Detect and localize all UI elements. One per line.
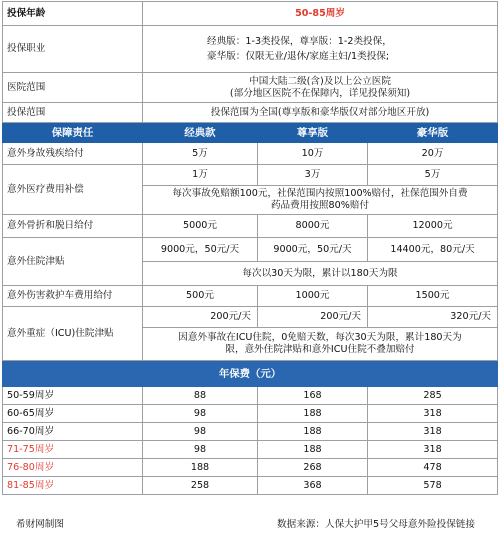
medical-classic: 1万: [143, 165, 258, 186]
accident-death-label: 意外身故残疾给付: [3, 143, 143, 165]
job-label: 投保职业: [3, 26, 143, 73]
fracture-label: 意外骨折和脱日给付: [3, 215, 143, 238]
ambulance-luxury: 1500元: [368, 286, 498, 307]
row-hospital: [3, 73, 498, 103]
premium-classic: 98: [143, 405, 258, 423]
accident-death-premium: 10万: [258, 143, 368, 165]
premium-premium: 188: [258, 423, 368, 441]
premium-row: [3, 423, 498, 441]
premium-classic: 98: [143, 423, 258, 441]
premium-premium: 168: [258, 387, 368, 405]
job-line-1: 经典版：1-3类投保，尊享版：1-2类投保，: [207, 36, 392, 47]
age-label: 投保年龄: [3, 2, 143, 26]
ambulance-label: 意外伤害救护车费用给付: [3, 286, 143, 307]
icu-premium: 200元/天: [258, 307, 368, 328]
medical-note-line-2: 药品费用按照80%赔付: [270, 200, 370, 211]
premium-title: 年保费（元）: [3, 361, 498, 387]
premium-age: 81-85周岁: [3, 477, 143, 495]
coverage-header-luxury: 豪华版: [368, 123, 498, 143]
footer: [0, 515, 499, 531]
medical-note: [143, 186, 498, 215]
ambulance-premium: 1000元: [258, 286, 368, 307]
ambulance-classic: 500元: [143, 286, 258, 307]
premium-luxury: 578: [368, 477, 498, 495]
coverage-header-classic: 经典款: [143, 123, 258, 143]
premium-header-row: [3, 361, 498, 387]
area-value: 投保范围为全国(尊享版和豪华版仅对部分地区开放): [143, 103, 498, 123]
premium-luxury: 318: [368, 423, 498, 441]
hospital-label: 医院范围: [3, 73, 143, 103]
medical-note-line-1: 每次事故免赔额100元，社保范围内按照100%赔付，社保范围外自费: [172, 188, 468, 199]
premium-row: [3, 441, 498, 459]
medical-label: 意外医疗费用补偿: [3, 165, 143, 215]
medical-luxury: 5万: [368, 165, 498, 186]
hospital-value: [143, 73, 498, 103]
premium-premium: 188: [258, 405, 368, 423]
hospital-allowance-note: 每次以30天为限，累计以180天为限: [143, 262, 498, 286]
hospital-allowance-label: 意外住院津贴: [3, 238, 143, 286]
area-label: 投保范围: [3, 103, 143, 123]
premium-premium: 188: [258, 441, 368, 459]
premium-row: [3, 387, 498, 405]
accident-death-classic: 5万: [143, 143, 258, 165]
hospital-allowance-premium: 9000元，50元/天: [258, 238, 368, 262]
footer-credit: 希财网制图: [16, 519, 64, 530]
premium-luxury: 318: [368, 441, 498, 459]
premium-luxury: 478: [368, 459, 498, 477]
hospital-line-1: 中国大陆二级(含)及以上公立医院: [249, 75, 391, 87]
premium-luxury: 285: [368, 387, 498, 405]
premium-age: 60-65周岁: [3, 405, 143, 423]
premium-row: [3, 405, 498, 423]
premium-classic: 88: [143, 387, 258, 405]
job-value: [143, 26, 498, 73]
premium-luxury: 318: [368, 405, 498, 423]
icu-classic: 200元/天: [143, 307, 258, 328]
hospital-allowance-classic: 9000元，50元/天: [143, 238, 258, 262]
row-age: [3, 2, 498, 26]
premium-row: [3, 477, 498, 495]
row-fracture: [3, 215, 498, 238]
medical-premium: 3万: [258, 165, 368, 186]
row-accident-death: [3, 143, 498, 165]
premium-classic: 258: [143, 477, 258, 495]
coverage-header-premium: 尊享版: [258, 123, 368, 143]
row-job: [3, 26, 498, 73]
premium-age: 66-70周岁: [3, 423, 143, 441]
insurance-table: [2, 1, 498, 495]
fracture-premium: 8000元: [258, 215, 368, 238]
fracture-luxury: 12000元: [368, 215, 498, 238]
row-ambulance: [3, 286, 498, 307]
premium-premium: 268: [258, 459, 368, 477]
hospital-line-2: (部分地区医院不在保障内，详见投保须知): [229, 87, 411, 99]
icu-label: 意外重症（ICU)住院津贴: [3, 307, 143, 361]
premium-classic: 188: [143, 459, 258, 477]
premium-age: 76-80周岁: [3, 459, 143, 477]
premium-age: 71-75周岁: [3, 441, 143, 459]
row-icu: [3, 307, 498, 328]
age-value: 50-85周岁: [143, 2, 498, 26]
icu-luxury: 320元/天: [368, 307, 498, 328]
row-medical: [3, 165, 498, 186]
hospital-allowance-luxury: 14400元，80元/天: [368, 238, 498, 262]
row-area: [3, 103, 498, 123]
icu-note: [143, 328, 498, 361]
icu-note-line-2: 限，意外住院津贴和意外ICU住院不叠加赔付: [225, 344, 415, 355]
coverage-header-row: [3, 123, 498, 143]
job-line-2: 豪华版：仅限无业/退休/家庭主妇/1类投保;: [207, 51, 390, 62]
coverage-header-duty: 保障责任: [3, 123, 143, 143]
accident-death-luxury: 20万: [368, 143, 498, 165]
premium-age: 50-59周岁: [3, 387, 143, 405]
premium-classic: 98: [143, 441, 258, 459]
icu-note-line-1: 因意外事故在ICU住院，0免赔天数，每次30天为限，累计180天为: [178, 332, 462, 343]
footer-source: 数据来源：人保大护甲5号父母意外险投保链接: [277, 519, 475, 530]
fracture-classic: 5000元: [143, 215, 258, 238]
row-hospital-allowance: [3, 238, 498, 262]
premium-premium: 368: [258, 477, 368, 495]
premium-row: [3, 459, 498, 477]
